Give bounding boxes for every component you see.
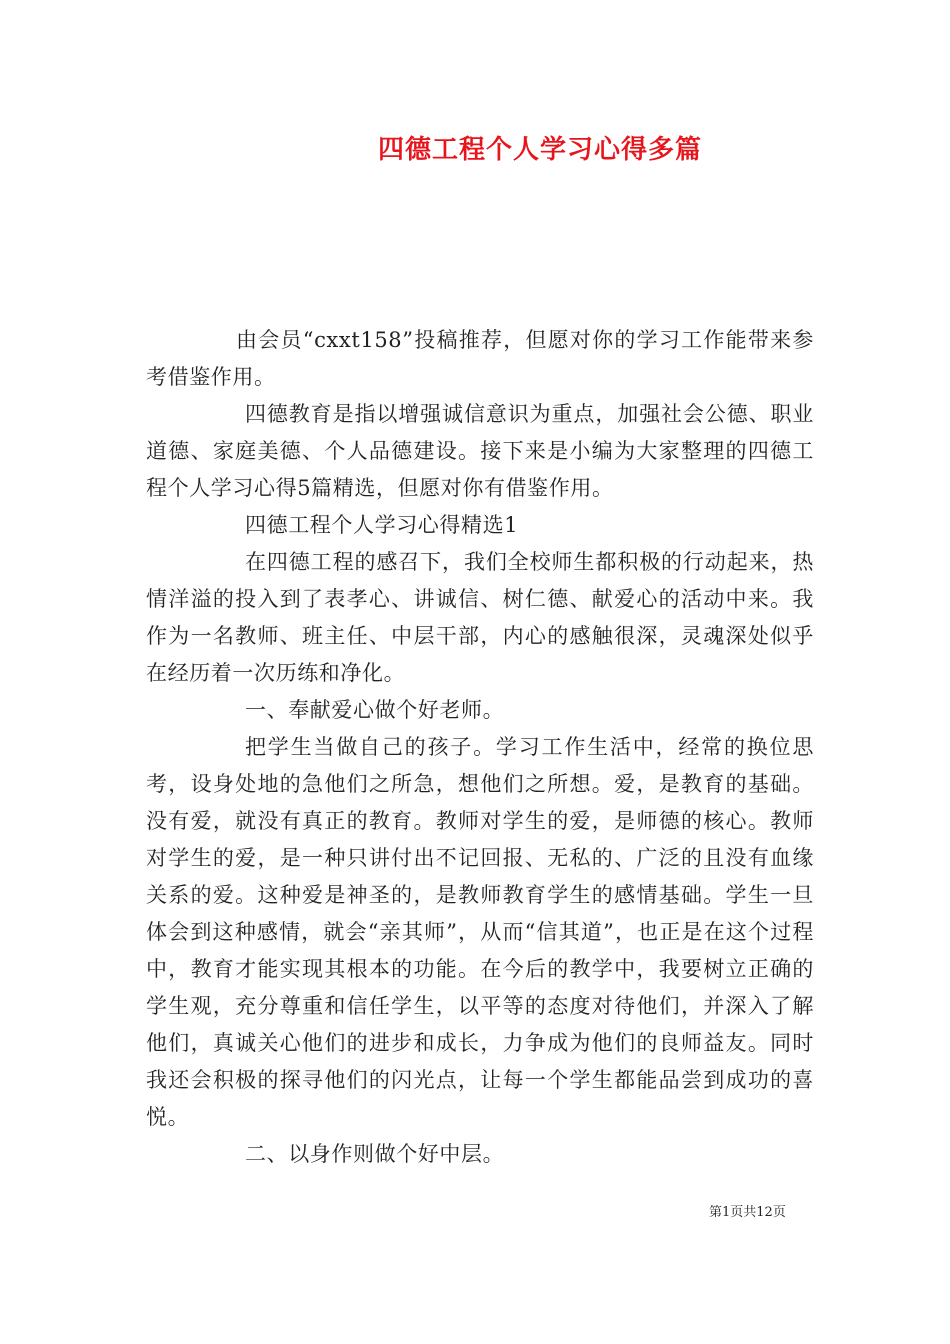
subheading-1: 一、奉献爱心做个好老师。 <box>245 698 505 722</box>
body-paragraph-2: 把学生当做自己的孩子。学习工作生活中，经常的换位思考，设身处地的急他们之所急，想他们之所想。爱，是教育的基础。没有爱，就没有真正的教育。教师对学生的爱，是师德的核心。教师对学生的爱，是一种只讲付出不记回报、无私的、广泛的且没有血缘关系的爱。这种爱是神圣的，是教师教育学生的感情基础。学生一旦体会到这种感情，就会“亲其师”，从而“信其道”，也正是在这个过程中，教育才能实现其根本的功能。在今后的教学中，我要树立正确的学生观，充分尊重和信任学生，以平等的态度对待他们，并深入了解他们，真诚关心他们的进步和成长，力争成为他们的良师益友。同时我还会积极的探寻他们的闪光点，让每一个学生都能品尝到成功的喜悦。 <box>146 735 814 1129</box>
subheading-2: 二、以身作则做个好中层。 <box>245 1142 505 1166</box>
page-number: 第1页共12页 <box>709 1205 786 1220</box>
summary-paragraph: 四德教育是指以增强诚信意识为重点，加强社会公德、职业道德、家庭美德、个人品德建设。接下来是小编为大家整理的四德工程个人学习心得5篇精选，但愿对你有借鉴作用。 <box>146 402 814 500</box>
document-title: 四德工程个人学习心得多篇 <box>377 135 702 165</box>
body-paragraph-1: 在四德工程的感召下，我们全校师生都积极的行动起来，热情洋溢的投入到了表孝心、讲诚信、树仁德、献爱心的活动中来。我作为一名教师、班主任、中层干部，内心的感触很深，灵魂深处似乎在经历着一次历练和净化。 <box>146 550 814 685</box>
intro-paragraph: 由会员“cxxt158”投稿推荐，但愿对你的学习工作能带来参考借鉴作用。 <box>146 328 814 389</box>
section-heading-1: 四德工程个人学习心得精选1 <box>245 513 519 537</box>
document-body <box>146 322 814 1173</box>
